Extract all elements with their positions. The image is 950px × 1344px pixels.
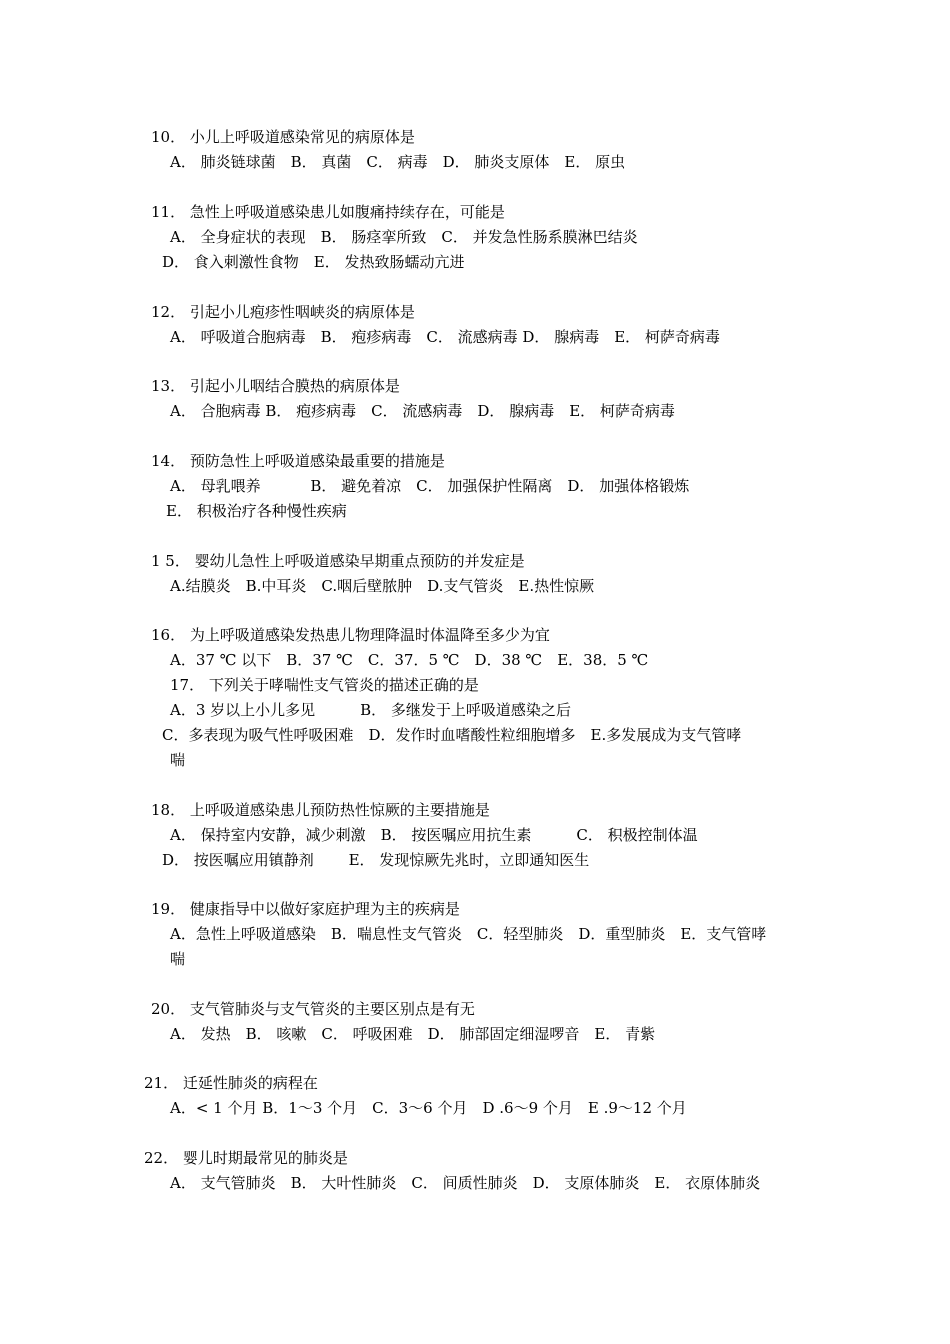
q21-stem: 21． 迁延性肺炎的病程在 (144, 1074, 318, 1092)
q21-options: A．< 1 个月 B．1～3 个月 C．3～6 个月 D .6～9 个月 E .9～12 个月 (170, 1099, 687, 1117)
q18-options: A． 保持室内安静，减少刺激 B． 按医嘱应用抗生素 C． 积极控制体温 (170, 826, 698, 844)
q10-stem: 10． 小儿上呼吸道感染常见的病原体是 (151, 128, 415, 146)
q18-options-cont: D． 按医嘱应用镇静剂 E． 发现惊厥先兆时，立即通知医生 (162, 851, 590, 869)
q14-options-cont: E． 积极治疗各种慢性疾病 (166, 502, 347, 520)
q11-options-cont: D． 食入刺激性食物 E． 发热致肠蠕动亢进 (162, 253, 465, 271)
q12-options: A． 呼吸道合胞病毒 B． 疱疹病毒 C． 流感病毒 D． 腺病毒 E． 柯萨奇病毒 (170, 328, 720, 346)
q14-stem: 14． 预防急性上呼吸道感染最重要的措施是 (151, 452, 445, 470)
q11-options: A． 全身症状的表现 B． 肠痉挛所致 C． 并发急性肠系膜淋巴结炎 (170, 228, 638, 246)
q13-options: A． 合胞病毒 B． 疱疹病毒 C． 流感病毒 D． 腺病毒 E． 柯萨奇病毒 (170, 402, 675, 420)
q17-options-cont: C．多表现为吸气性呼吸困难 D．发作时血嗜酸性粒细胞增多 E.多发展成为支气管哮 (162, 726, 742, 744)
q15-stem: 1 5． 婴幼儿急性上呼吸道感染早期重点预防的并发症是 (151, 552, 525, 570)
q20-stem: 20． 支气管肺炎与支气管炎的主要区别点是有无 (151, 1000, 475, 1018)
q10-options: A． 肺炎链球菌 B． 真菌 C． 病毒 D． 肺炎支原体 E． 原虫 (170, 153, 626, 171)
q17-options-wrap: 喘 (170, 751, 186, 769)
q16-stem: 16． 为上呼吸道感染发热患儿物理降温时体温降至多少为宜 (151, 626, 550, 644)
q19-options: A．急性上呼吸道感染 B．喘息性支气管炎 C．轻型肺炎 D．重型肺炎 E．支气管哮 (170, 925, 767, 943)
q20-options: A． 发热 B． 咳嗽 C． 呼吸困难 D． 肺部固定细湿啰音 E． 青紫 (170, 1025, 656, 1043)
q13-stem: 13． 引起小儿咽结合膜热的病原体是 (151, 377, 400, 395)
q19-stem: 19． 健康指导中以做好家庭护理为主的疾病是 (151, 900, 460, 918)
q22-stem: 22． 婴儿时期最常见的肺炎是 (144, 1149, 348, 1167)
q17-options: A．3 岁以上小儿多见 B． 多继发于上呼吸道感染之后 (170, 701, 571, 719)
q16-options: A．37 ℃ 以下 B．37 ℃ C．37．5 ℃ D．38 ℃ E．38．5 ℃ (170, 651, 649, 669)
q18-stem: 18． 上呼吸道感染患儿预防热性惊厥的主要措施是 (151, 801, 490, 819)
q14-options: A． 母乳喂养 B． 避免着凉 C． 加强保护性隔离 D． 加强体格锻炼 (170, 477, 690, 495)
q17-stem: 17． 下列关于哮喘性支气管炎的描述正确的是 (170, 676, 479, 694)
q19-options-wrap: 喘 (170, 950, 186, 968)
q12-stem: 12． 引起小儿疱疹性咽峡炎的病原体是 (151, 303, 415, 321)
q15-options: A.结膜炎 B.中耳炎 C.咽后壁脓肿 D.支气管炎 E.热性惊厥 (170, 577, 595, 595)
q22-options: A． 支气管肺炎 B． 大叶性肺炎 C． 间质性肺炎 D． 支原体肺炎 E． 衣原体肺炎 (170, 1174, 761, 1192)
q11-stem: 11． 急性上呼吸道感染患儿如腹痛持续存在，可能是 (151, 203, 505, 221)
